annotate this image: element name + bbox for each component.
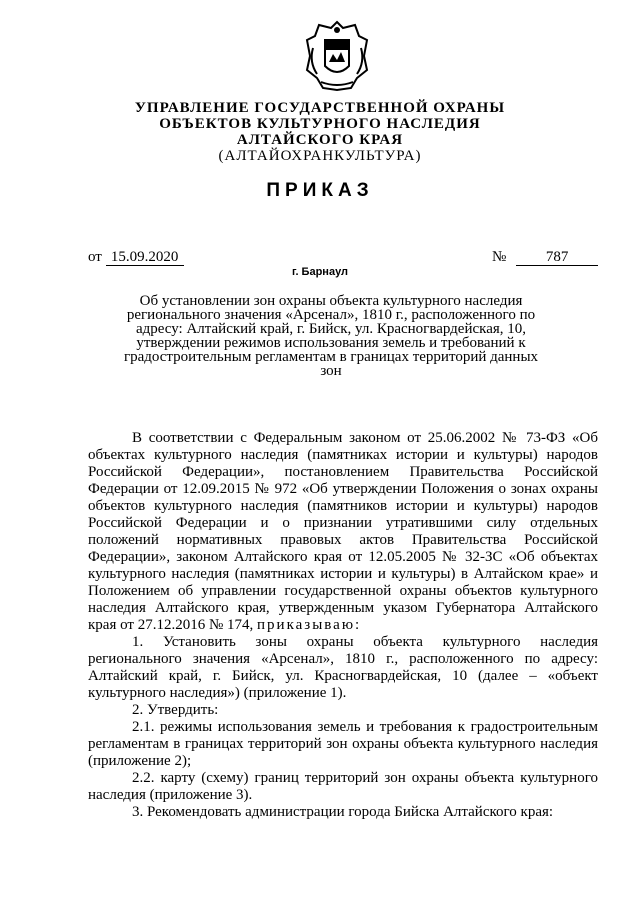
subject-line: градостроительным регламентам в границах территорий данных: [123, 349, 539, 365]
document-body: [88, 430, 598, 821]
date-value: 15.09.2020: [106, 250, 184, 266]
document-title: ПРИКАЗ: [266, 180, 374, 201]
decree-word: приказываю:: [257, 617, 362, 633]
org-name-line-2: ОБЪЕКТОВ КУЛЬТУРНОГО НАСЛЕДИЯ: [159, 116, 481, 132]
number-value: 787: [516, 250, 598, 266]
org-short-name: (АЛТАЙОХРАНКУЛЬТУРА): [218, 148, 422, 164]
subject-line: регионального значения «Арсенал», 1810 г., расположенного по: [126, 307, 536, 323]
subject-line: утверждении режимов использования земель и требований к: [136, 335, 526, 351]
item-3-paragraph: 3. Рекомендовать администрации города Бийска Алтайского края:: [132, 804, 554, 820]
coat-of-arms-emblem: [303, 18, 371, 94]
date-prefix: от: [88, 249, 102, 265]
preamble-text: В соответствии с Федеральным законом от 25.06.2002 № 73-ФЗ «Об объектах культурного наследия (памятниках истории и культуры) народов Российской Федерации», постановлением Правительства Российской Федерации от 12.09.2015 № 972 «Об утверждении Положения о зонах охраны объектов культурного наследия (памятников истории и культуры) народов Российской Федерации и о признании утратившими силу отдельных положений нормативных правовых актов Правительства Российской Федерации», законом Алтайского края от 12.05.2005 № 32-ЗС «Об объектах культурного наследия (памятниках истории и культуры) в Алтайском крае» и Положением об управлении государственной охраны объектов культурного наследия Алтайского края, утвержденным указом Губернатора Алтайского края от 27.12.2016 № 174,: [88, 430, 598, 633]
item-1-paragraph: 1. Установить зоны охраны объекта культурного наследия регионального значения «Арсенал», 1810 г., расположенного по адресу: Алтайский край, г. Бийск, ул. Красногвардейская, 10 (далее – «объект культурного наследия») (приложение 1).: [88, 634, 598, 701]
item-2-2-paragraph: 2.2. карту (схему) границ территорий зон охраны объекта культурного наследия (приложение 3).: [88, 770, 598, 803]
number-field: [492, 249, 598, 266]
subject-line: зон: [320, 363, 342, 379]
date-field: [88, 249, 184, 266]
subject-heading: [115, 294, 547, 378]
item-2-1-paragraph: 2.1. режимы использования земель и требования к градостроительным регламентам в границах территорий зон охраны объекта культурного наследия (приложение 2);: [88, 719, 598, 769]
preamble-paragraph: [88, 430, 598, 634]
item-2-paragraph: 2. Утвердить:: [132, 702, 219, 718]
subject-line: Об установлении зон охраны объекта культурного наследия: [139, 293, 523, 309]
city-label: г. Барнаул: [291, 266, 349, 278]
subject-line: адресу: Алтайский край, г. Бийск, ул. Красногвардейская, 10,: [135, 321, 527, 337]
org-name-line-3: АЛТАЙСКОГО КРАЯ: [236, 132, 404, 148]
number-prefix: №: [492, 249, 507, 265]
org-name-line-1: УПРАВЛЕНИЕ ГОСУДАРСТВЕННОЙ ОХРАНЫ: [134, 100, 506, 116]
